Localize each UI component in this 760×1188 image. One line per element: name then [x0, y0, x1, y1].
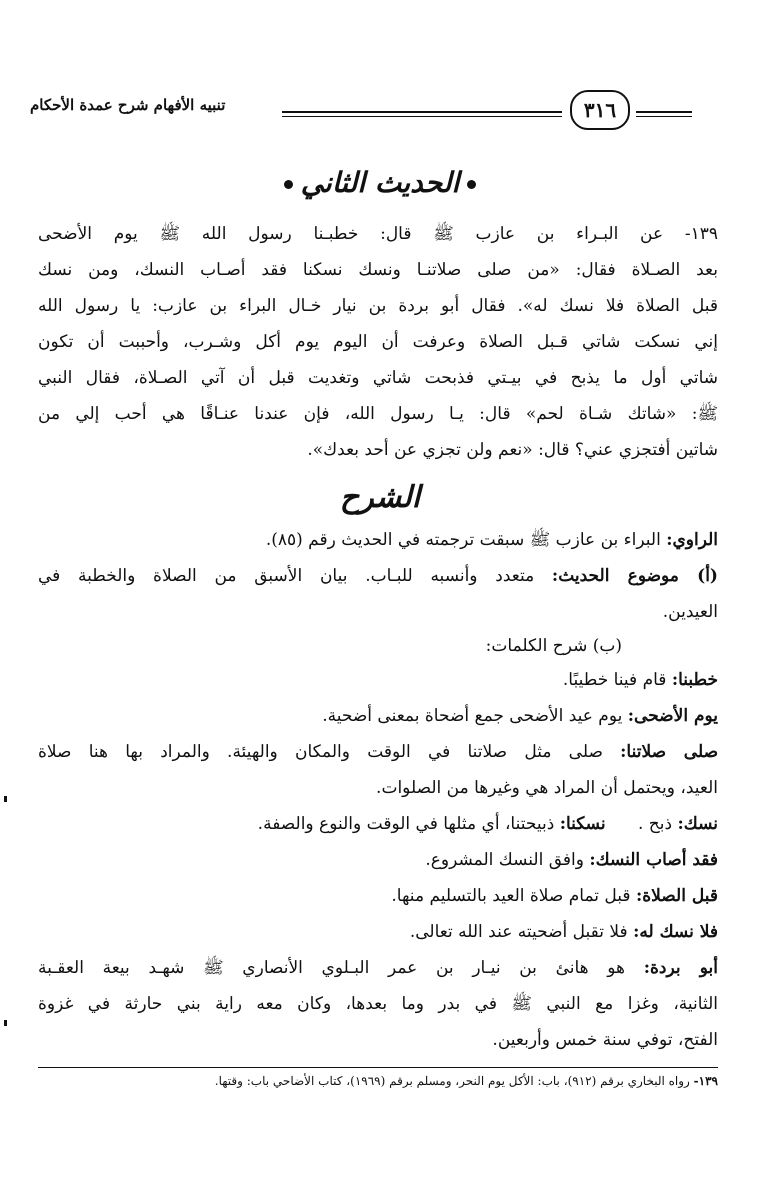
words-heading: (ب) شرح الكلمات: [485, 636, 622, 656]
entry-line-cont: الفتح، توفي سنة خمس وأربعين. [492, 1030, 718, 1050]
hadith-line: إني نسكت شاتي قـبل الصلاة وعرفت أن اليوم يوم أكل وشـرب، وأحببت أن تكون [38, 332, 718, 352]
entry-term: قبل الصلاة: [635, 886, 718, 906]
rawi-text: البراء بن عازب ﷺ سبقت ترجمته في الحديث رقم (٨٥). [265, 530, 661, 550]
entry-term: نسكنا: [559, 814, 606, 834]
hadith-line: ﷺ: «شاتك شـاة لحم» قال: يـا رسول الله، فإن عندنا عنـاقًا هي أحب إلي من [38, 404, 718, 424]
hadith-line: شاتين أفتجزي عني؟ قال: «نعم ولن تجزي عن أحد بعدك». [307, 440, 718, 460]
entry-line-cont: الثانية، وغزا مع النبي ﷺ في بدر وما بعدها، وكان معه راية بني حارثة في غزوة [38, 994, 718, 1014]
margin-mark [4, 1020, 7, 1026]
entry-text: هو هانئ بن نيـار بن عمر البـلوي الأنصاري ﷺ شهـد بيعة العقـبة [38, 958, 626, 978]
footnote [38, 1070, 718, 1092]
hadith-line: بعد الصـلاة فقال: «من صلى صلاتنـا ونسك نسكنا فقد أصـاب النسك، ومن نسك [38, 260, 718, 280]
entry-line [38, 878, 718, 914]
footnote-number: ١٣٩- [693, 1074, 718, 1088]
topic-line [38, 558, 718, 594]
hadith-line: قبل الصلاة فلا نسك له». فقال أبو بردة بن نيار خـال البراء بن عازب: يا رسول الله [38, 296, 718, 316]
bullet-icon [467, 180, 476, 189]
entry-line [38, 950, 718, 986]
entry-line [38, 806, 718, 842]
hadith-line: شاتي أول ما يذبح في بيـتي فذبحت شاتي وتغديت قبل أن آتي الصـلاة، فقال النبي [38, 368, 718, 388]
header-rule-long [282, 111, 562, 113]
entry-line [38, 734, 718, 770]
margin-mark [4, 796, 7, 802]
entry-text: صلى مثل صلاتنا في الوقت والمكان والهيئة. والمراد بها هنا صلاة [38, 742, 603, 762]
entry-line [38, 698, 718, 734]
page-number-box [570, 90, 630, 130]
entry-line [38, 662, 718, 698]
entry-text: وافق النسك المشروع. [425, 850, 584, 870]
footnote-rule [38, 1067, 718, 1068]
entry-term: يوم الأضحى: [627, 706, 718, 726]
entry-text: قام فينا خطيبًا. [562, 670, 667, 690]
sharh-heading: الشرح [339, 480, 421, 515]
entry-text: فلا تقبل أضحيته عند الله تعالى. [409, 922, 628, 942]
entry-line [38, 842, 718, 878]
entry-line-cont: العيد، ويحتمل أن المراد هي وغيرها من الصلوات. [376, 778, 718, 798]
topic-line-cont: العيدين. [662, 602, 718, 622]
entry-term: فقد أصاب النسك: [589, 850, 718, 870]
entry-term: أبو بردة: [643, 958, 718, 978]
topic-text: متعدد وأنسبه للبـاب. بيان الأسبق من الصلاة والخطبة في [38, 566, 535, 586]
entry-term: خطبنا: [671, 670, 718, 690]
entry-term: فلا نسك له: [633, 922, 718, 942]
entry-term: نسك: [677, 814, 718, 834]
rawi-line [38, 522, 718, 558]
bullet-icon [284, 180, 293, 189]
entry-line [38, 914, 718, 950]
page-number: ٣١٦ [583, 98, 617, 122]
page-header [30, 88, 670, 132]
hadith-heading [0, 166, 760, 199]
running-title: تنبيه الأفهام شرح عمدة الأحكام [30, 96, 226, 114]
entry-text: ذبيحتنا، أي مثلها في الوقت والنوع والصفة. [257, 814, 555, 834]
rawi-term: الراوي: [666, 530, 718, 550]
hadith-line: ١٣٩- عن البـراء بن عازب ﷺ قال: خطبـنا رسول الله ﷺ يوم الأضحى [38, 224, 718, 244]
footnote-text: رواه البخاري برقم (٩١٢)، باب: الأكل يوم النحر، ومسلم برقم (١٩٦٩)، كتاب الأضاحي باب: وقتها. [214, 1074, 690, 1088]
entry-term: صلى صلاتنا: [620, 742, 719, 762]
header-rule-short [636, 111, 692, 113]
entry-text: ذبح . [638, 814, 673, 834]
entry-text: قبل تمام صلاة العيد بالتسليم منها. [391, 886, 631, 906]
entry-text: يوم عيد الأضحى جمع أضحاة بمعنى أضحية. [322, 706, 623, 726]
hadith-heading-text: الحديث الثاني [300, 166, 460, 199]
topic-term: (أ) موضوع الحديث: [551, 566, 718, 586]
